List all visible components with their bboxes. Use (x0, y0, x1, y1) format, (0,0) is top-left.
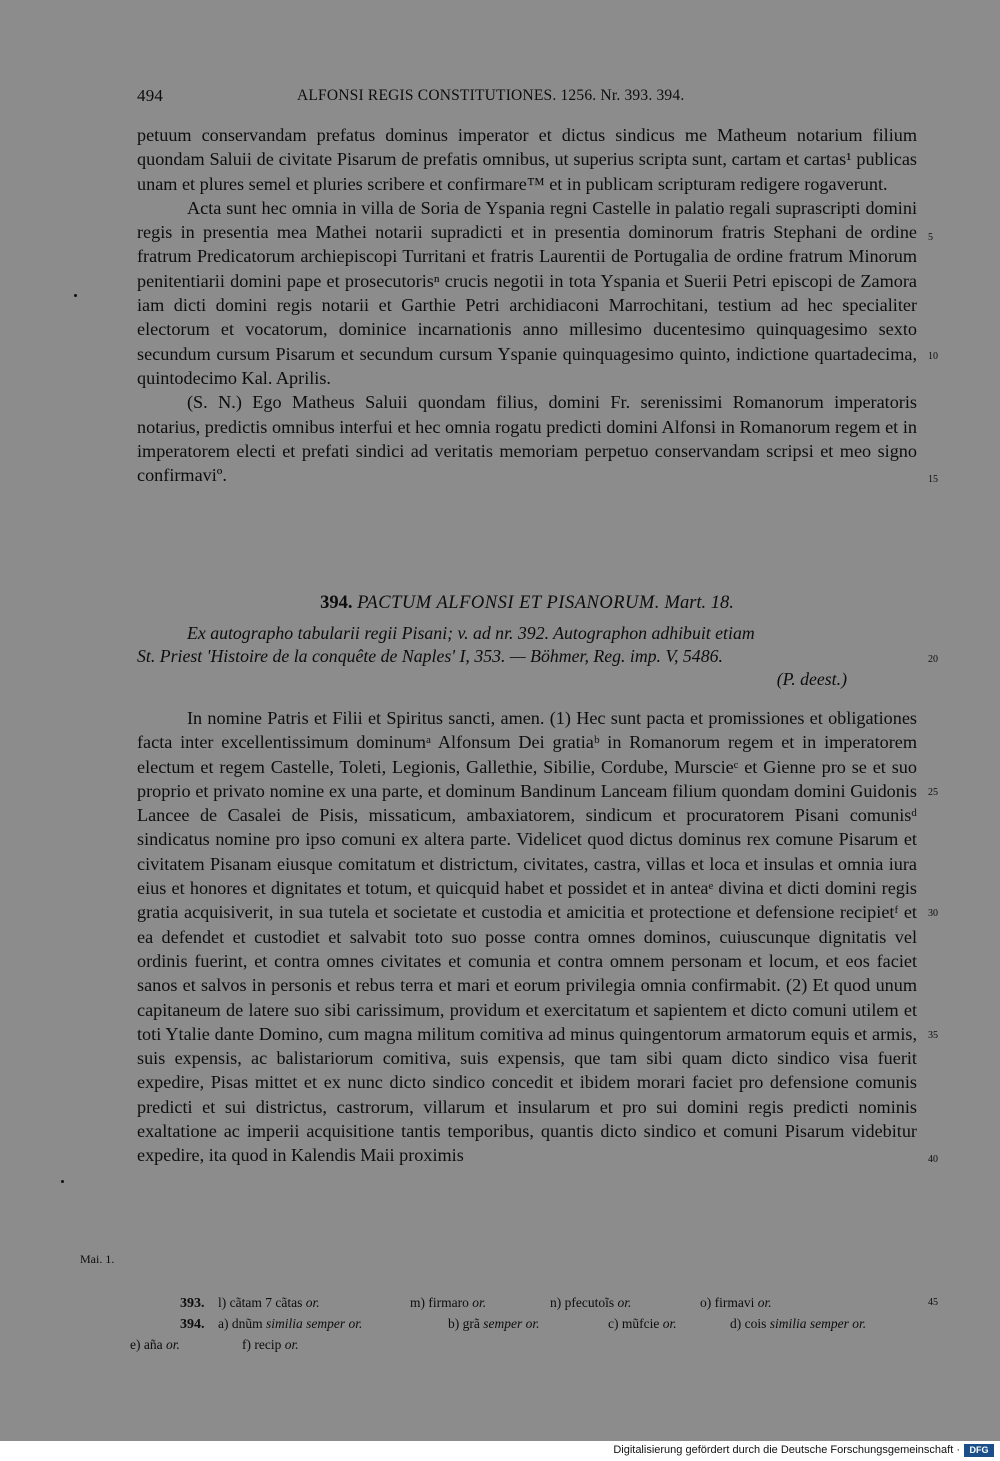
dfg-logo: DFG (964, 1444, 994, 1457)
source-line-1: Ex autographo tabularii regii Pisani; v. ad nr. 392. Autographon adhibuit etiam (187, 623, 755, 643)
line-number: 15 (928, 474, 938, 485)
footnote-394-e-it: or. (165, 1337, 180, 1352)
footnote-394-e: e) añа (130, 1337, 163, 1352)
line-number: 5 (928, 232, 933, 243)
line-number: 20 (928, 654, 938, 665)
footnote-394-b-it: semper or. (483, 1316, 540, 1331)
footnote-394-a-it: similia semper or. (266, 1316, 363, 1331)
footnote-label-394: 394. (180, 1317, 205, 1332)
footnote-row-393 (130, 1292, 930, 1313)
footnote-394-f-it: or. (284, 1337, 299, 1352)
footnote-394-a: a) dnũm (218, 1316, 263, 1331)
footnote-394-f: f) recip (242, 1337, 282, 1352)
line-number: 35 (928, 1030, 938, 1041)
document-393-text (137, 123, 917, 487)
footnote-row-394-cont (130, 1334, 930, 1355)
document-date: Mart. 18. (664, 593, 734, 613)
footnote-393-n: n) pfecutoĩs (550, 1295, 615, 1310)
footnote-393-l-or: or. (305, 1295, 320, 1310)
footnote-393-m-or: or. (472, 1295, 487, 1310)
footnotes (130, 1292, 930, 1355)
footnote-394-b: b) grã (448, 1316, 480, 1331)
line-number: 25 (928, 787, 938, 798)
footnote-394-d: d) cois (730, 1316, 767, 1331)
paragraph-394-1: In nomine Patris et Filii et Spiritus sancti, amen. (1) Hec sunt pacta et promissiones et obligationes facta inter excellentissimum dominumᵃ Alfonsum Dei gratiaᵇ in Romanorum regem et in imperatorem electum et regem Castelle, Toleti, Legionis, Gallethie, Sibilie, Cordube, Murscieᶜ et Gienne pro se et suo proprio et privato nomine ex una parte, et dominum Bandinum Lanceam filium quondam domini Guidonis Lancee de Casalei de Pisis, missaticum, ambaxiatorem, sindicum et procuratorem Pisani comunisᵈ sindicatus nomine pro ipso comuni ex altera parte. Videlicet quod dictus dominus rex comune Pisarum et civitatem Pisanam eiusque comitatum et districtum, civitates, castra, villas et loca et insulas et omnia iura eius et honores et dignitates et totum, et quicquid habet et possidet et in anteaᵉ divina et dicti domini regis gratia acquisiverit, in sua tutela et societate et custodia et amicitia et protectione et defensione recipietᶠ et ea defendet et custodiet et salvabit toto suo posse contra omnes dominos, cuiuscunque dignitatis vel ordinis fuerint, et contra omnes civitates et comunia et contra omnem personam et locum, et eos faciet sanos et salvos in personis et rebus terra et mari et eorum privilegia omnia confirmabit. (2) Et quod unum capitaneum de latere suo sibi carissimum, providum et exercitatum et sapientem et dicto comuni utilem et toti Ytalie dante Domino, cum magna militum comitiva ad minus quingentorum armatorum equis et armis, suis expensis, ac balistariorum comitiva, suis expensis, que tam sibi quam dicto sindico visa fuerit expedire, Pisas mittet et ex nunc dicto sindico concedit et ibidem morari faciet pro defensione comunis predicti et sui districtus, castrorum, villarum et insularum et pro sui domini regis predicti nominis exaltatione ac imperii acquisitione tantis temporibus, quantis dicto sindico et comuni Pisarum videbitur expedire, ita quod in Kalendis Maii proximis (137, 708, 917, 1166)
footnote-394-d-it: similia semper or. (769, 1316, 867, 1331)
line-number: 45 (928, 1297, 938, 1308)
footnote-393-l: l) cãtam 7 cãtas (218, 1295, 303, 1310)
source-line-3: (P. deest.) (776, 669, 847, 689)
footnote-394-c-it: or. (662, 1316, 677, 1331)
line-number: 10 (928, 351, 938, 362)
line-number: 40 (928, 1154, 938, 1165)
running-title: ALFONSI REGIS CONSTITUTIONES. 1256. Nr. 393. 394. (297, 87, 685, 104)
source-note (137, 622, 917, 691)
document-394-text (137, 706, 917, 1168)
margin-dot (74, 294, 77, 297)
paragraph-393-3: (S. N.) Ego Matheus Saluii quondam filius, domini Fr. serenissimi Romanorum imperatoris notarius, predictis omnibus interfui et hec omnia rogatu predicti domini Alfonsi in Romanorum regem et in imperatorem electi et prefati sindici ad veritatis memoriam perpetuo conservandam scripsi et meo signo confirmaviº. (137, 392, 917, 486)
footnote-label-393: 393. (180, 1296, 205, 1311)
paragraph-393-2: Acta sunt hec omnia in villa de Soria de Yspania regni Castelle in palatio regali suprascripti domini regis in presentia mea Mathei notarii supradicti et in presentia dominorum fratris Stephani de ordine fratrum Predicatorum archiepiscopi Turritani et fratris Laurentii de Portugalia de ordine fratrum Minorum penitentiarii domini pape et prosecutorisⁿ crucis negotii in tota Yspania et Suerii Petri episcopi de Zamora iam dicti domini regis notarii et Garthie Petri archidiaconi Marrochitani, testium ad hec specialiter electorum et vocatorum, dominice incarnationis anno millesimo ducentesimo quinquagesimo sexto secundum cursum Pisarum et secundum cursum Yspanie quinquagesimo quinto, indictione quartadecima, quintodecimo Kal. Aprilis. (137, 197, 917, 388)
document-title: PACTUM ALFONSI ET PISANORUM. (357, 593, 660, 613)
footnote-393-m: m) firmaro (410, 1295, 469, 1310)
paragraph-393-1: petuum conservandam prefatus dominus imperator et dictus sindicus me Matheum notarium filium quondam Saluii de civitate Pisarum de prefatis omnibus, ut superius scripta sunt, cartam et cartas¹ publicas unam et plures semel et pluries scribere et confirmare™ et in publicam scripturam redigere rogaverunt. (137, 125, 917, 194)
footnote-row-394 (130, 1313, 930, 1334)
source-line-2: St. Priest 'Histoire de la conquête de Naples' I, 353. — Böhmer, Reg. imp. V, 5486. (137, 646, 723, 666)
footnote-394-c: c) mũfcie (608, 1316, 660, 1331)
footnote-393-o: o) firmavi (700, 1295, 755, 1310)
footnote-393-o-or: or. (757, 1295, 772, 1310)
funding-credit: Digitalisierung gefördert durch die Deutsche Forschungsgemeinschaft · (613, 1444, 960, 1456)
margin-date-note: Mai. 1. (80, 1252, 115, 1266)
digitization-footer (0, 1441, 1000, 1461)
margin-dot (61, 1180, 64, 1183)
document-number: 394. (320, 593, 353, 613)
document-394-heading (137, 593, 917, 614)
running-header (137, 84, 917, 110)
line-number: 30 (928, 908, 938, 919)
page-number: 494 (137, 86, 164, 105)
footnote-393-n-or: or. (617, 1295, 632, 1310)
